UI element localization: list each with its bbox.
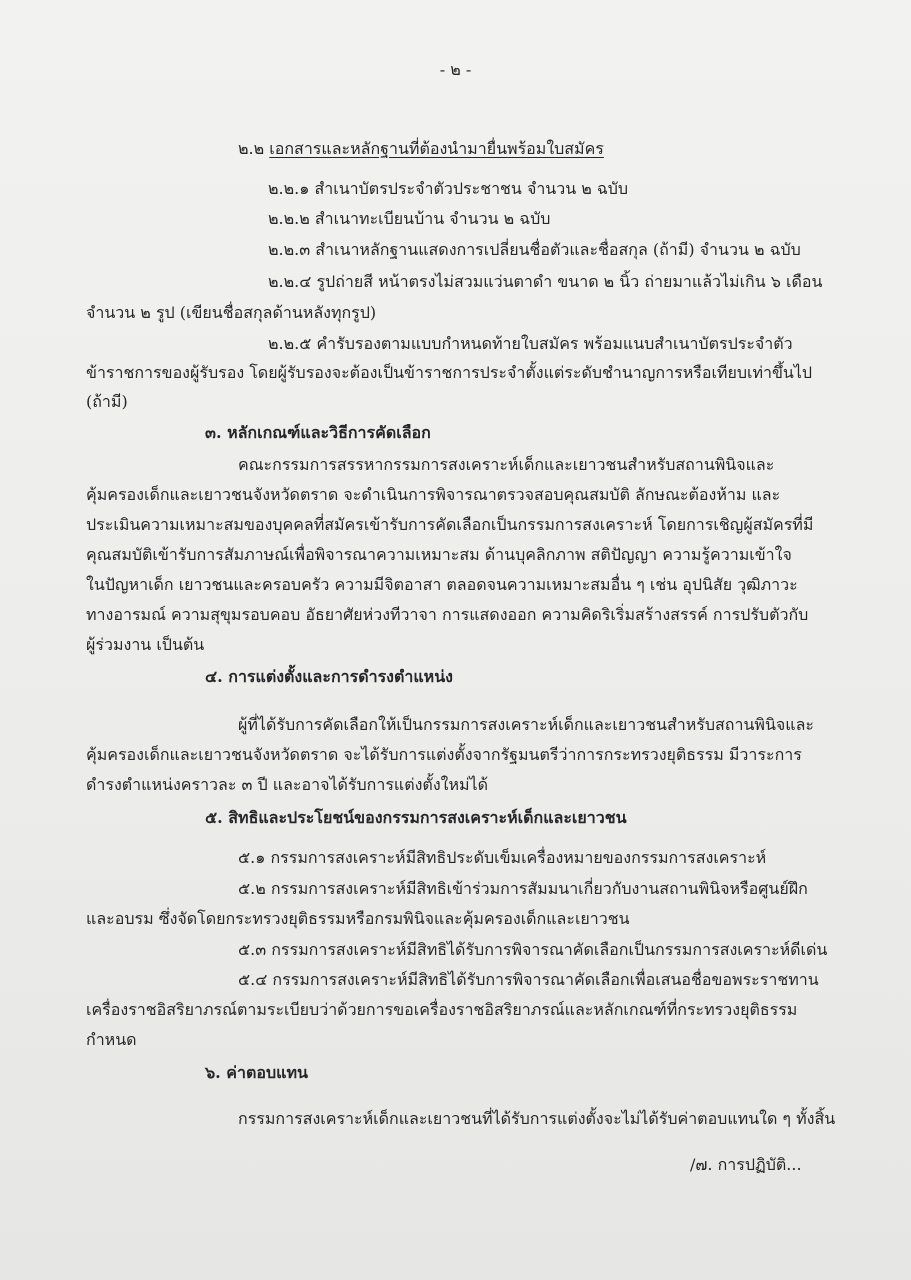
list-item-continuation: กำหนด xyxy=(86,1030,137,1049)
list-item-continuation: และอบรม ซึ่งจัดโดยกระทรวงยุติธรรมหรือกรมพินิจและคุ้มครองเด็กและเยาวชน xyxy=(86,909,630,928)
list-item: ๒.๒.๒ สำเนาทะเบียนบ้าน จำนวน ๒ ฉบับ xyxy=(268,209,551,228)
section-3-heading: ๓. หลักเกณฑ์และวิธีการคัดเลือก xyxy=(205,423,431,442)
list-item-continuation: จำนวน ๒ รูป (เขียนชื่อสกุลด้านหลังทุกรูป) xyxy=(86,303,377,322)
list-item: ๕.๑ กรรมการสงเคราะห์มีสิทธิประดับเข็มเครื่องหมายของกรรมการสงเคราะห์ xyxy=(238,848,767,867)
list-item: ๒.๒.๑ สำเนาบัตรประจำตัวประชาชน จำนวน ๒ ฉบับ xyxy=(268,179,629,198)
paragraph-line: คุณสมบัติเข้ารับการสัมภาษณ์เพื่อพิจารณาความเหมาะสม ด้านบุคลิกภาพ สติปัญญา ความรู้ความเข้าใจ xyxy=(86,545,792,564)
paragraph-line: ผู้ที่ได้รับการคัดเลือกให้เป็นกรรมการสงเคราะห์เด็กและเยาวชนสำหรับสถานพินิจและ xyxy=(238,715,814,734)
paragraph-line: ประเมินความเหมาะสมของบุคคลที่สมัครเข้ารับการคัดเลือกเป็นกรรมการสงเคราะห์ โดยการเชิญผู้สมัครที่มี xyxy=(86,515,814,534)
list-item: ๕.๔ กรรมการสงเคราะห์มีสิทธิได้รับการพิจารณาคัดเลือกเพื่อเสนอชื่อขอพระราชทาน xyxy=(238,970,819,989)
paragraph-line: คุ้มครองเด็กและเยาวชนจังหวัดตราด จะได้รับการแต่งตั้งจากรัฐมนตรีว่าการกระทรวงยุติธรรม มีวาระการ xyxy=(86,745,802,764)
paragraph-line: ทางอารมณ์ ความสุขุมรอบคอบ อัธยาศัยห่วงทีวาจา การแสดงออก ความคิดริเริ่มสร้างสรรค์ การปรับตัวกับ xyxy=(86,605,809,624)
section-2-2-title-text: เอกสารและหลักฐานที่ต้องนำมายื่นพร้อมใบสมัคร xyxy=(269,139,604,158)
page-number: - ๒ - xyxy=(439,60,472,79)
paragraph-line: คณะกรรมการสรรหากรรมการสงเคราะห์เด็กและเยาวชนสำหรับสถานพินิจและ xyxy=(238,455,775,474)
section-2-2-title xyxy=(238,136,604,162)
list-item-continuation: (ถ้ามี) xyxy=(86,392,128,411)
list-item: ๒.๒.๕ คำรับรองตามแบบกำหนดท้ายใบสมัคร พร้อมแนบสำเนาบัตรประจำตัว xyxy=(268,334,793,353)
list-item: ๕.๒ กรรมการสงเคราะห์มีสิทธิเข้าร่วมการสัมมนาเกี่ยวกับงานสถานพินิจหรือศูนย์ฝึก xyxy=(238,879,808,898)
list-item: ๒.๒.๔ รูปถ่ายสี หน้าตรงไม่สวมแว่นตาดำ ขนาด ๒ นิ้ว ถ่ายมาแล้วไม่เกิน ๖ เดือน xyxy=(268,272,823,291)
list-item-continuation: เครื่องราชอิสริยาภรณ์ตามระเบียบว่าด้วยการขอเครื่องราชอิสริยาภรณ์และหลักเกณฑ์ที่กระทรวงยุติธรรม xyxy=(86,1000,798,1019)
section-4-heading: ๔. การแต่งตั้งและการดำรงตำแหน่ง xyxy=(205,667,453,686)
paragraph-line: ดำรงตำแหน่งคราวละ ๓ ปี และอาจได้รับการแต่งตั้งใหม่ได้ xyxy=(86,775,488,794)
paragraph-line: กรรมการสงเคราะห์เด็กและเยาวชนที่ได้รับการแต่งตั้งจะไม่ได้รับค่าตอบแทนใด ๆ ทั้งสิ้น xyxy=(238,1109,836,1128)
paragraph-line: คุ้มครองเด็กและเยาวชนจังหวัดตราด จะดำเนินการพิจารณาตรวจสอบคุณสมบัติ ลักษณะต้องห้าม และ xyxy=(86,485,781,504)
section-5-heading: ๕. สิทธิและประโยชน์ของกรรมการสงเคราะห์เด็กและเยาวชน xyxy=(205,808,627,827)
list-item-continuation: ข้าราชการของผู้รับรอง โดยผู้รับรองจะต้องเป็นข้าราชการประจำตั้งแต่ระดับชำนาญการหรือเทียบเท่าขึ้นไป xyxy=(86,363,813,382)
paragraph-line: ในปัญหาเด็ก เยาวชนและครอบครัว ความมีจิตอาสา ตลอดจนความเหมาะสมอื่น ๆ เช่น อุปนิสัย วุฒิภาวะ xyxy=(86,575,798,594)
section-2-2-number: ๒.๒ xyxy=(238,139,265,158)
continuation-note: /๗. การปฏิบัติ... xyxy=(690,1155,802,1174)
list-item: ๕.๓ กรรมการสงเคราะห์มีสิทธิได้รับการพิจารณาคัดเลือกเป็นกรรมการสงเคราะห์ดีเด่น xyxy=(238,940,828,959)
paragraph-line: ผู้ร่วมงาน เป็นต้น xyxy=(86,635,205,654)
section-6-heading: ๖. ค่าตอบแทน xyxy=(205,1063,308,1082)
list-item: ๒.๒.๓ สำเนาหลักฐานแสดงการเปลี่ยนชื่อตัวและชื่อสกุล (ถ้ามี) จำนวน ๒ ฉบับ xyxy=(268,240,801,259)
